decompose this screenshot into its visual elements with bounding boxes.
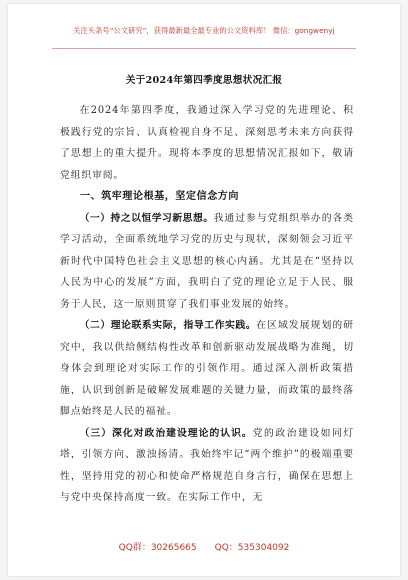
paragraph-2 [60, 315, 354, 423]
intro-paragraph: 在2024年第四季度，我通过深入学习党的先进理论、积极践行党的宗旨、认真检视自身不足、深刻思考未来方向获得了思想上的重大提升。现将本季度的思想情况汇报如下，敬请党组织审阅。 [60, 105, 354, 181]
qq-group-number: QQ群：30265665 [118, 543, 197, 553]
paragraph-3 [60, 423, 354, 509]
paragraph-3-lead: （三）深化对政治建设理论的认识。 [79, 427, 253, 439]
paragraph-1 [60, 208, 354, 316]
section-heading-1: 一、筑牢理论根基，坚定信念方向 [80, 191, 239, 202]
document-page [8, 4, 400, 576]
paragraph-1-lead: （一）持之以恒学习新思想。 [79, 212, 214, 224]
qq-number: QQ：535304092 [214, 543, 290, 553]
paragraph-2-text: 在区域发展规划的研究中，我以供给侧结构性改革和创新驱动发展战略为准绳，切身体会到理论对实际工作的引领作用。通过深入剖析政策措施，认识到创新是破解发展难题的关键力量，而政策的最终落脚点始终是人民的福祉。 [60, 320, 354, 417]
paragraph-3-text: 党的政治建设如同灯塔，引领方向、激浊扬清。我始终牢记“两个维护”的极端重要性，坚持用党的初心和使命严格规范自身言行，确保在思想上与党中央保持高度一致。在实际工作中，无 [60, 427, 354, 503]
paragraph-2-lead: （二）理论联系实际，指导工作实践。 [79, 320, 257, 331]
contact-footer [8, 540, 400, 553]
document-body [60, 100, 354, 509]
document-title: 关于2024年第四季度思想状况汇报 [125, 75, 283, 86]
header-divider [52, 48, 356, 49]
promo-header: 关注头条号“公文研究”，获得最新最全最专业的公文资料库！ 微信：gongwenyj [73, 26, 335, 35]
paragraph-1-text: 我通过参与党组织举办的各类学习活动，全面系统地学习党的历史与现状，深刻领会习近平新时代中国特色社会主义思想的核心内涵。尤其是在“坚持以人民为中心的发展”方面，我明白了党的理论立足于人民、服务于人民，这一原则贯穿了我们事业发展的始终。 [60, 212, 355, 310]
